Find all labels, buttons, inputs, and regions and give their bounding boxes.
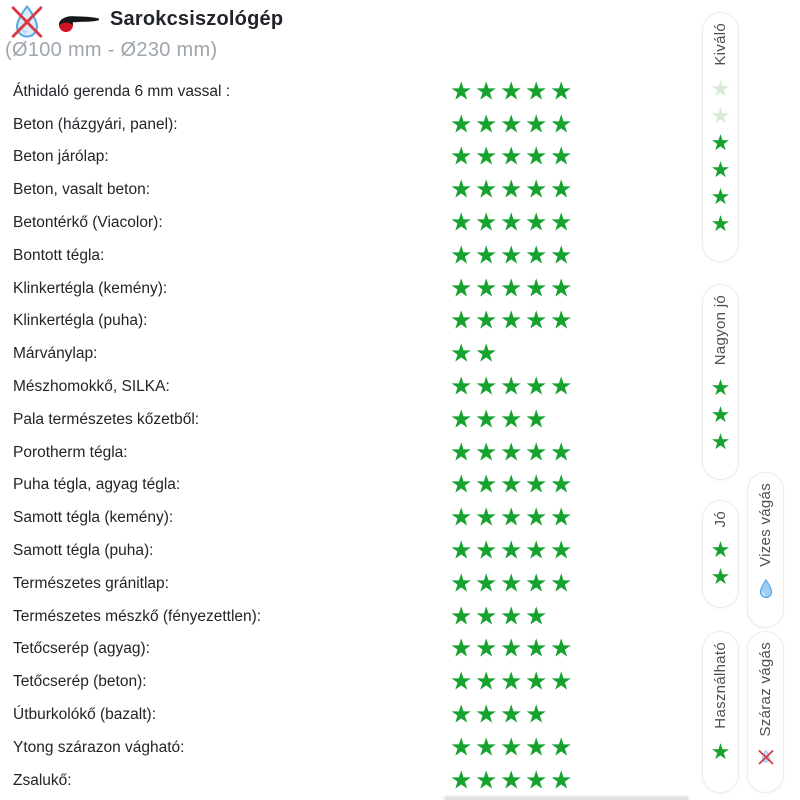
material-label: Bontott tégla:	[13, 246, 105, 264]
material-row	[13, 666, 691, 699]
star-icon: ★	[475, 766, 498, 795]
no-water-drop-icon	[757, 748, 775, 766]
pill-label: Használható	[712, 642, 729, 729]
material-row	[13, 469, 691, 502]
star-icon: ★	[525, 110, 548, 139]
material-row	[13, 502, 691, 535]
material-label: Mészhomokkő, SILKA:	[13, 378, 170, 396]
star-icon: ★	[450, 241, 473, 270]
star-icon: ★	[550, 306, 573, 335]
star-icon: ★	[475, 142, 498, 171]
star-icon: ★	[475, 602, 498, 631]
material-rating	[450, 503, 575, 532]
cropped-content-edge	[444, 796, 689, 800]
material-rating	[450, 276, 575, 301]
page-title: Sarokcsiszológép	[110, 8, 284, 30]
material-label: Márványlap:	[13, 345, 98, 363]
star-icon: ★	[710, 129, 731, 155]
material-label: Áthidaló gerenda 6 mm vassal :	[13, 82, 231, 100]
star-icon: ★	[525, 306, 548, 335]
star-icon: ★	[475, 274, 498, 303]
material-label: Puha tégla, agyag tégla:	[13, 476, 181, 494]
material-row	[13, 764, 691, 797]
star-icon: ★	[525, 634, 548, 663]
star-icon: ★	[450, 503, 473, 532]
star-icon: ★	[525, 241, 548, 270]
pill-label: Nagyon jó	[712, 295, 729, 366]
star-icon: ★	[450, 667, 473, 696]
star-icon: ★	[450, 470, 473, 499]
material-row	[13, 108, 691, 141]
star-icon: ★	[550, 372, 573, 401]
material-row	[13, 239, 691, 272]
star-icon: ★	[500, 733, 523, 762]
star-icon: ★	[525, 438, 548, 467]
material-row	[13, 174, 691, 207]
star-icon: ★	[450, 536, 473, 565]
star-icon: ★	[710, 156, 731, 182]
material-row	[13, 535, 691, 568]
material-rating	[450, 700, 550, 729]
material-label: Ytong szárazon vágható:	[13, 738, 185, 756]
star-icon: ★	[550, 667, 573, 696]
material-rating	[450, 306, 575, 335]
material-rating	[450, 604, 550, 629]
material-row	[13, 699, 691, 732]
ratings-list	[13, 76, 691, 798]
star-icon: ★	[550, 241, 573, 270]
star-icon: ★	[550, 142, 573, 171]
star-icon: ★	[475, 733, 498, 762]
material-rating	[450, 142, 575, 171]
pill-nagyon-jo	[702, 284, 739, 480]
material-row	[13, 338, 691, 371]
star-icon: ★	[475, 470, 498, 499]
page-subtitle: (Ø100 mm - Ø230 mm)	[5, 39, 218, 61]
angle-grinder-icon	[56, 8, 100, 35]
star-icon: ★	[500, 766, 523, 795]
pill-label: Vizes vágás	[757, 483, 774, 567]
star-icon: ★	[500, 569, 523, 598]
star-icon: ★	[525, 208, 548, 237]
material-rating	[450, 339, 500, 368]
star-icon: ★	[475, 503, 498, 532]
star-icon: ★	[475, 110, 498, 139]
star-icon: ★	[550, 634, 573, 663]
star-icon: ★	[450, 110, 473, 139]
star-icon: ★	[450, 77, 473, 106]
star-icon: ★	[475, 175, 498, 204]
material-rating	[450, 536, 575, 565]
material-rating	[450, 571, 575, 596]
material-label: Zsalukő:	[13, 771, 72, 789]
material-row	[13, 731, 691, 764]
star-icon: ★	[710, 375, 731, 401]
star-icon: ★	[710, 102, 731, 128]
material-row	[13, 272, 691, 305]
star-icon: ★	[525, 470, 548, 499]
star-icon: ★	[525, 372, 548, 401]
star-icon: ★	[710, 738, 731, 764]
pill-jo	[702, 500, 739, 608]
star-icon: ★	[475, 438, 498, 467]
material-label: Természetes mészkő (fényezettlen):	[13, 607, 262, 625]
star-icon: ★	[525, 733, 548, 762]
star-icon: ★	[450, 306, 473, 335]
star-icon: ★	[500, 405, 523, 434]
material-row	[13, 141, 691, 174]
star-icon: ★	[500, 536, 523, 565]
star-icon: ★	[710, 183, 731, 209]
material-rating	[450, 407, 550, 432]
star-icon: ★	[550, 569, 573, 598]
star-icon: ★	[450, 175, 473, 204]
material-rating	[450, 768, 575, 793]
star-icon: ★	[450, 372, 473, 401]
star-icon: ★	[550, 766, 573, 795]
material-label: Útburkolókő (bazalt):	[13, 706, 157, 724]
pill-stars	[711, 539, 731, 588]
star-icon: ★	[500, 438, 523, 467]
star-icon: ★	[500, 142, 523, 171]
material-row	[13, 371, 691, 404]
material-label: Tetőcserép (beton):	[13, 673, 147, 691]
pill-vizes-vagas	[747, 472, 784, 628]
material-row	[13, 76, 691, 109]
pill-stars	[711, 377, 731, 453]
star-icon: ★	[475, 372, 498, 401]
material-rating	[450, 79, 575, 104]
material-label: Tetőcserép (agyag):	[13, 640, 150, 658]
star-icon: ★	[450, 438, 473, 467]
material-rating	[450, 208, 575, 237]
star-icon: ★	[450, 733, 473, 762]
star-icon: ★	[500, 372, 523, 401]
star-icon: ★	[450, 602, 473, 631]
material-row	[13, 567, 691, 600]
star-icon: ★	[475, 405, 498, 434]
pill-hasznalhato	[702, 631, 739, 793]
star-icon: ★	[475, 306, 498, 335]
pill-label: Kiváló	[712, 23, 729, 66]
star-icon: ★	[450, 569, 473, 598]
star-icon: ★	[525, 766, 548, 795]
star-icon: ★	[710, 210, 731, 236]
star-icon: ★	[550, 175, 573, 204]
material-label: Beton (házgyári, panel):	[13, 115, 178, 133]
star-icon: ★	[550, 274, 573, 303]
star-icon: ★	[525, 77, 548, 106]
star-icon: ★	[500, 110, 523, 139]
star-icon: ★	[525, 667, 548, 696]
star-icon: ★	[450, 700, 473, 729]
star-icon: ★	[450, 634, 473, 663]
material-label: Betontérkő (Viacolor):	[13, 214, 163, 232]
star-icon: ★	[500, 274, 523, 303]
star-icon: ★	[475, 700, 498, 729]
material-label: Beton járólap:	[13, 148, 109, 166]
star-icon: ★	[550, 733, 573, 762]
material-row	[13, 600, 691, 633]
pill-kivalo	[702, 12, 739, 262]
star-icon: ★	[475, 77, 498, 106]
star-icon: ★	[500, 470, 523, 499]
star-icon: ★	[525, 536, 548, 565]
material-label: Pala természetes kőzetből:	[13, 410, 200, 428]
star-icon: ★	[450, 208, 473, 237]
star-icon: ★	[710, 564, 731, 590]
star-icon: ★	[550, 438, 573, 467]
material-row	[13, 207, 691, 240]
star-icon: ★	[500, 241, 523, 270]
material-rating	[450, 372, 575, 401]
star-icon: ★	[525, 700, 548, 729]
material-rating	[450, 112, 575, 137]
material-label: Klinkertégla (puha):	[13, 312, 148, 330]
no-water-drop-icon	[10, 3, 44, 39]
star-icon: ★	[525, 405, 548, 434]
material-row	[13, 436, 691, 469]
star-icon: ★	[500, 700, 523, 729]
material-label: Klinkertégla (kemény):	[13, 279, 168, 297]
star-icon: ★	[550, 536, 573, 565]
material-row	[13, 305, 691, 338]
star-icon: ★	[475, 208, 498, 237]
pill-stars	[710, 738, 731, 764]
star-icon: ★	[500, 602, 523, 631]
star-icon: ★	[710, 75, 731, 101]
star-icon: ★	[500, 175, 523, 204]
star-icon: ★	[450, 339, 473, 368]
material-rating	[450, 440, 575, 465]
star-icon: ★	[450, 274, 473, 303]
star-icon: ★	[475, 569, 498, 598]
star-icon: ★	[500, 77, 523, 106]
material-rating	[450, 634, 575, 663]
star-icon: ★	[710, 402, 731, 428]
star-icon: ★	[450, 405, 473, 434]
material-rating	[450, 243, 575, 268]
pill-label: Jó	[712, 511, 729, 528]
star-icon: ★	[550, 77, 573, 106]
material-label: Porotherm tégla:	[13, 443, 128, 461]
water-drop-icon	[758, 579, 774, 599]
star-icon: ★	[550, 110, 573, 139]
pill-szaraz-vagas	[747, 631, 784, 793]
star-icon: ★	[450, 766, 473, 795]
material-rating	[450, 470, 575, 499]
star-icon: ★	[500, 306, 523, 335]
star-icon: ★	[475, 667, 498, 696]
star-icon: ★	[525, 142, 548, 171]
star-icon: ★	[475, 339, 498, 368]
star-icon: ★	[475, 241, 498, 270]
star-icon: ★	[550, 208, 573, 237]
material-row	[13, 403, 691, 436]
star-icon: ★	[710, 429, 731, 455]
star-icon: ★	[525, 602, 548, 631]
star-icon: ★	[525, 175, 548, 204]
star-icon: ★	[710, 537, 731, 563]
pill-label: Száraz vágás	[757, 642, 774, 737]
star-icon: ★	[450, 142, 473, 171]
star-icon: ★	[525, 569, 548, 598]
pill-stars	[710, 75, 731, 236]
star-icon: ★	[475, 634, 498, 663]
material-label: Természetes gránitlap:	[13, 574, 169, 592]
material-row	[13, 633, 691, 666]
star-icon: ★	[550, 470, 573, 499]
star-icon: ★	[550, 503, 573, 532]
material-label: Samott tégla (kemény):	[13, 509, 174, 527]
material-label: Samott tégla (puha):	[13, 542, 154, 560]
material-rating	[450, 735, 575, 760]
star-icon: ★	[525, 503, 548, 532]
star-icon: ★	[500, 634, 523, 663]
star-icon: ★	[500, 667, 523, 696]
star-icon: ★	[475, 536, 498, 565]
material-label: Beton, vasalt beton:	[13, 181, 151, 199]
star-icon: ★	[500, 208, 523, 237]
star-icon: ★	[500, 503, 523, 532]
material-rating	[450, 175, 575, 204]
material-rating	[450, 667, 575, 696]
star-icon: ★	[525, 274, 548, 303]
